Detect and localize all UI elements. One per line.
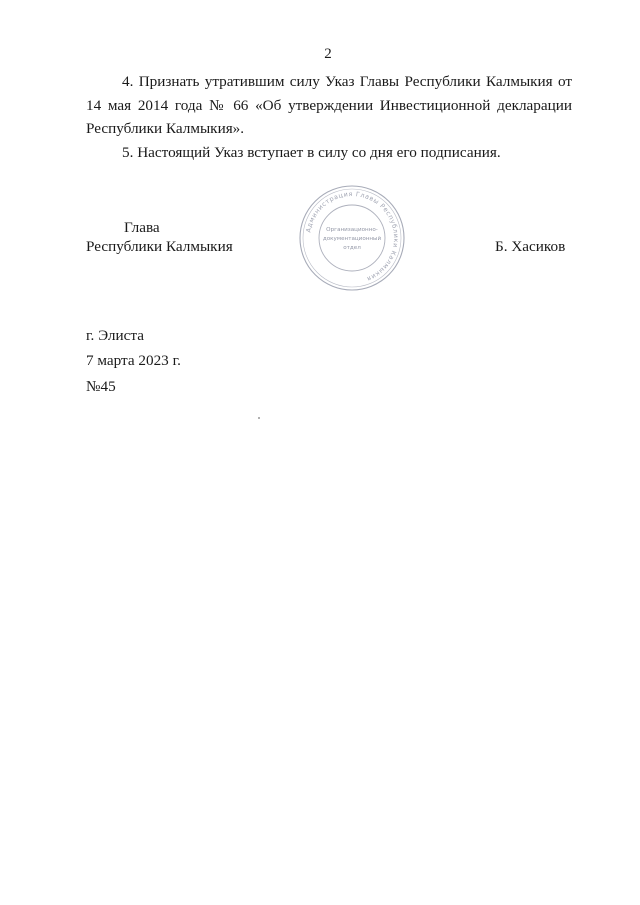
signatory-title-line-1: Глава (124, 219, 160, 236)
issue-city: г. Элиста (86, 327, 144, 344)
scan-speck (258, 417, 260, 419)
paragraph-4: 4. Признать утратившим силу Указ Главы Республики Калмыкия от 14 мая 2014 года № 66 «Об утверждении Инвестиционной декларации Республики Калмыкия». (86, 73, 572, 137)
seal-ring-text: Администрация Главы Республики Калмыкия (304, 189, 401, 284)
signatory-name: Б. Хасиков (495, 238, 566, 255)
seal-graphic (296, 182, 408, 294)
issue-date: 7 марта 2023 г. (86, 352, 181, 369)
page-number: 2 (324, 46, 332, 62)
seal-inner-line-2: документационный (322, 236, 382, 242)
official-seal-stamp (296, 182, 408, 294)
signatory-title-line-2: Республики Калмыкия (86, 238, 233, 255)
seal-inner-line-3: отдел (343, 245, 361, 251)
paragraph-5: 5. Настоящий Указ вступает в силу со дня его подписания. (122, 143, 501, 161)
seal-inner-line-1: Организационно- (326, 227, 378, 233)
decree-number: №45 (86, 378, 116, 395)
